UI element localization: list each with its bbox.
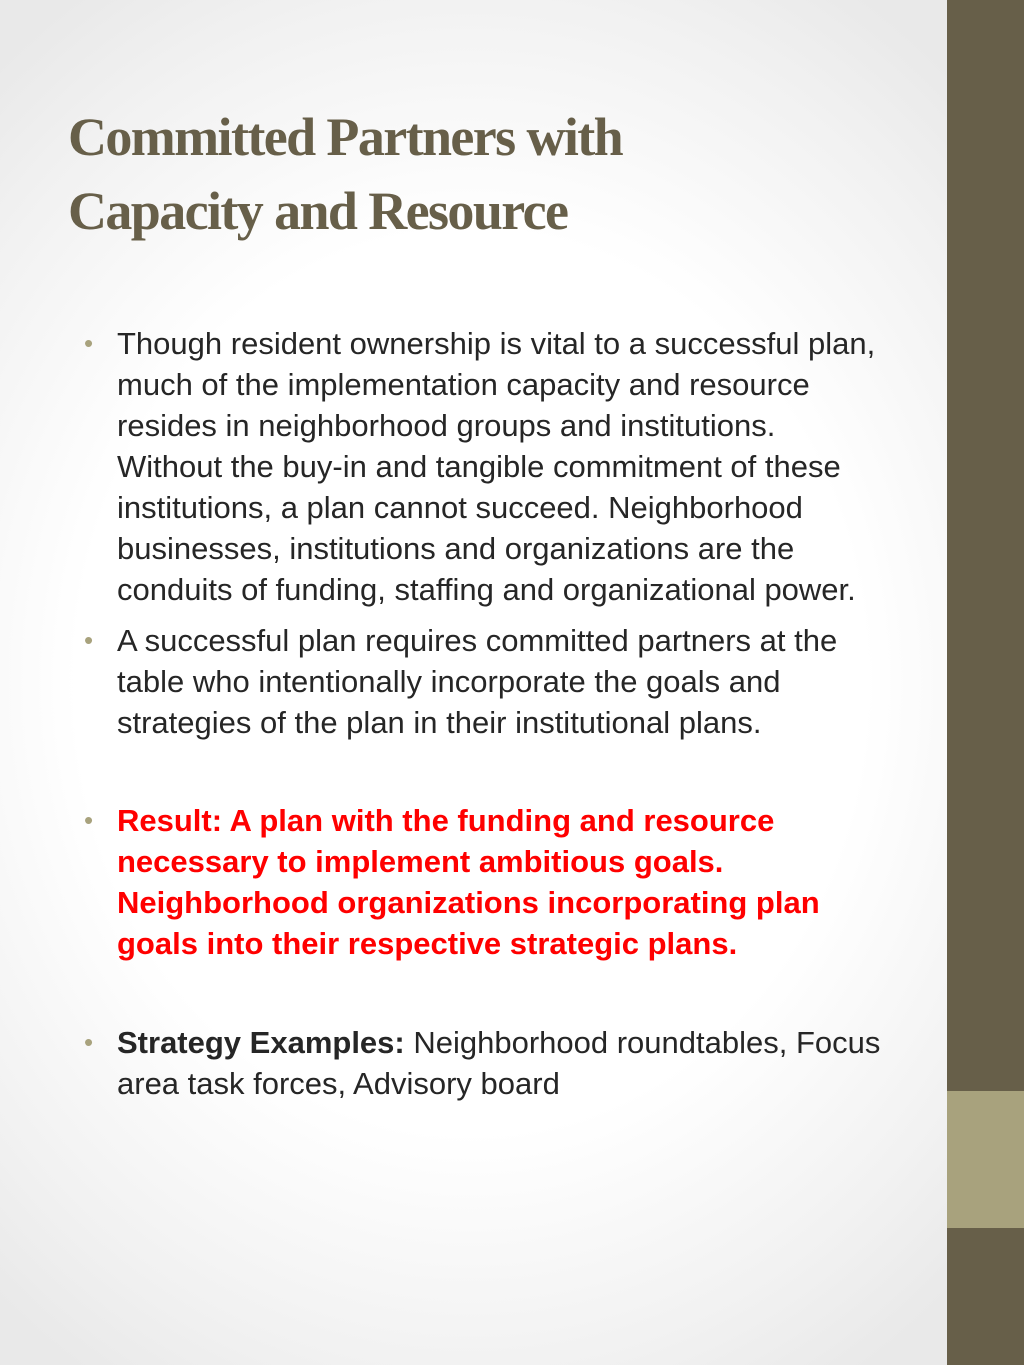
result-text: Result: A plan with the funding and resource necessary to implement ambitious goals. Neighborhood organizations incorporating plan goals into their respective strategic plans. <box>117 803 820 961</box>
bullet-item-result <box>84 800 884 964</box>
slide-title-line-1: Committed Partners with <box>68 107 623 167</box>
bullet-text: A successful plan requires committed partners at the table who intentionally incorporate the goals and strategies of the plan in their institutional plans. <box>117 623 838 740</box>
bullet-item-ownership <box>84 323 884 610</box>
strategy-examples-text: Neighborhood roundtables, Focus area task forces, Advisory board <box>117 1025 881 1101</box>
slide-title-line-2: Capacity and Resource <box>68 181 568 241</box>
bullet-marker-icon: • <box>84 328 94 358</box>
bullet-marker-icon: • <box>84 805 94 835</box>
bullet-item-strategy-examples <box>84 1022 884 1104</box>
bullet-marker-icon: • <box>84 625 94 655</box>
bullet-marker-icon: • <box>84 1027 94 1057</box>
sidebar-accent-block <box>947 1091 1024 1228</box>
bullet-list <box>84 323 884 1104</box>
bullet-item-committed-partners <box>84 620 884 743</box>
strategy-examples-label: Strategy Examples: <box>117 1025 405 1060</box>
bullet-text: Though resident ownership is vital to a successful plan, much of the implementation capacity and resource resides in neighborhood groups and institutions. Without the buy-in and tangible commitment of these institutions, a plan cannot succeed. Neighborhood businesses, institutions and organizations are the conduits of funding, staffing and organizational power. <box>117 326 876 607</box>
slide-title <box>68 100 928 248</box>
